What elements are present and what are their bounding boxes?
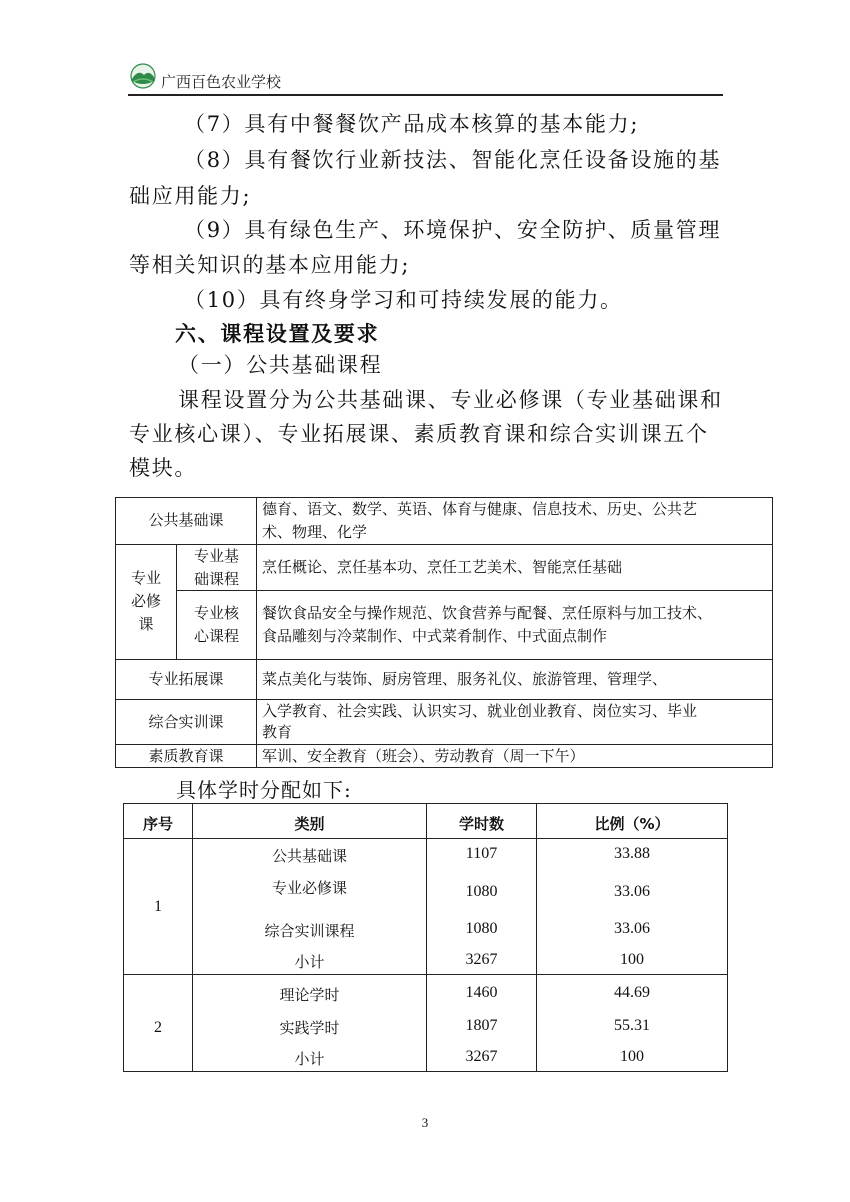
section-heading: 六、课程设置及要求 (175, 322, 380, 346)
hours-value: 1807 (465, 1017, 498, 1034)
paragraph-line: （10）具有终身学习和可持续发展的能力。 (184, 288, 623, 312)
hours-value: 1080 (465, 920, 498, 937)
hours-category: 实践学时 (279, 1019, 340, 1037)
module-content-line: 德育、语文、数学、英语、体育与健康、信息技术、历史、公共艺 (262, 500, 698, 518)
module-content-line: 军训、安全教育（班会）、劳动教育（周一下午） (262, 747, 585, 765)
module-group-label: 课 (138, 615, 154, 633)
module-content-line: 食品雕刻与冷菜制作、中式菜肴制作、中式面点制作 (262, 627, 608, 645)
module-content-line: 教育 (262, 723, 293, 741)
subsection-heading: （一）公共基础课程 (178, 353, 383, 377)
module-sub-label: 础课程 (193, 570, 239, 588)
module-sub-label: 专业基 (193, 547, 239, 565)
hours-category: 理论学时 (279, 986, 340, 1004)
paragraph-line: 础应用能力; (129, 184, 252, 208)
page-number: 3 (421, 1115, 429, 1130)
hours-category: 小计 (294, 1050, 325, 1068)
module-name-training: 综合实训课 (148, 713, 224, 731)
paragraph-line: 等相关知识的基本应用能力; (129, 253, 411, 277)
module-name-public: 公共基础课 (148, 511, 224, 529)
hours-ratio: 55.31 (614, 1017, 650, 1034)
hours-ratio: 44.69 (614, 984, 650, 1001)
paragraph-line: （7）具有中餐餐饮产品成本核算的基本能力; (184, 112, 640, 136)
module-group-label: 必修 (130, 592, 161, 610)
hours-header: 学时数 (458, 815, 504, 833)
hours-ratio: 100 (620, 951, 644, 968)
hours-ratio: 33.88 (614, 845, 650, 862)
paragraph-line: 专业核心课）、专业拓展课、素质教育课和综合实训课五个 (129, 422, 709, 446)
hours-group-index: 1 (154, 898, 162, 915)
hours-header: 类别 (294, 815, 325, 833)
hours-ratio: 33.06 (614, 883, 650, 900)
paragraph-line: 模块。 (129, 456, 198, 480)
hours-intro: 具体学时分配如下: (176, 778, 352, 802)
hours-value: 1107 (465, 845, 498, 862)
module-sub-label: 专业核 (193, 604, 239, 622)
paragraph-line: （9）具有绿色生产、环境保护、安全防护、质量管理 (184, 218, 722, 242)
hours-header: 比例（%） (594, 815, 670, 833)
module-content-line: 菜点美化与装饰、厨房管理、服务礼仪、旅游管理、管理学、 (262, 670, 668, 688)
hours-value: 3267 (465, 951, 498, 968)
school-name: 广西百色农业学校 (161, 73, 282, 91)
module-content-line: 入学教育、社会实践、认识实习、就业创业教育、岗位实习、毕业 (262, 702, 698, 720)
hours-group-index: 2 (154, 1019, 162, 1036)
hours-header: 序号 (142, 815, 173, 833)
hours-category: 综合实训课程 (264, 922, 355, 940)
module-content-line: 术、物理、化学 (262, 523, 368, 541)
hours-ratio: 100 (620, 1048, 644, 1065)
module-group-label: 专业 (130, 569, 161, 587)
hours-category: 专业必修课 (271, 879, 347, 897)
hours-value: 3267 (465, 1048, 498, 1065)
module-content-line: 餐饮食品安全与操作规范、饮食营养与配餐、烹任原料与加工技术、 (262, 604, 713, 622)
paragraph-line: 课程设置分为公共基础课、专业必修课（专业基础课和 (178, 388, 723, 412)
module-content-line: 烹任概论、烹任基本功、烹任工艺美术、智能烹任基础 (262, 558, 623, 576)
hours-category: 公共基础课 (271, 847, 347, 865)
hours-category: 小计 (294, 953, 325, 971)
hours-ratio: 33.06 (614, 920, 650, 937)
hours-value: 1460 (465, 984, 498, 1001)
paragraph-line: （8）具有餐饮行业新技法、智能化烹任设备设施的基 (184, 148, 722, 172)
module-name-quality: 素质教育课 (148, 747, 224, 765)
module-sub-label: 心课程 (193, 627, 239, 645)
hours-value: 1080 (465, 883, 498, 900)
module-name-extension: 专业拓展课 (148, 670, 224, 688)
